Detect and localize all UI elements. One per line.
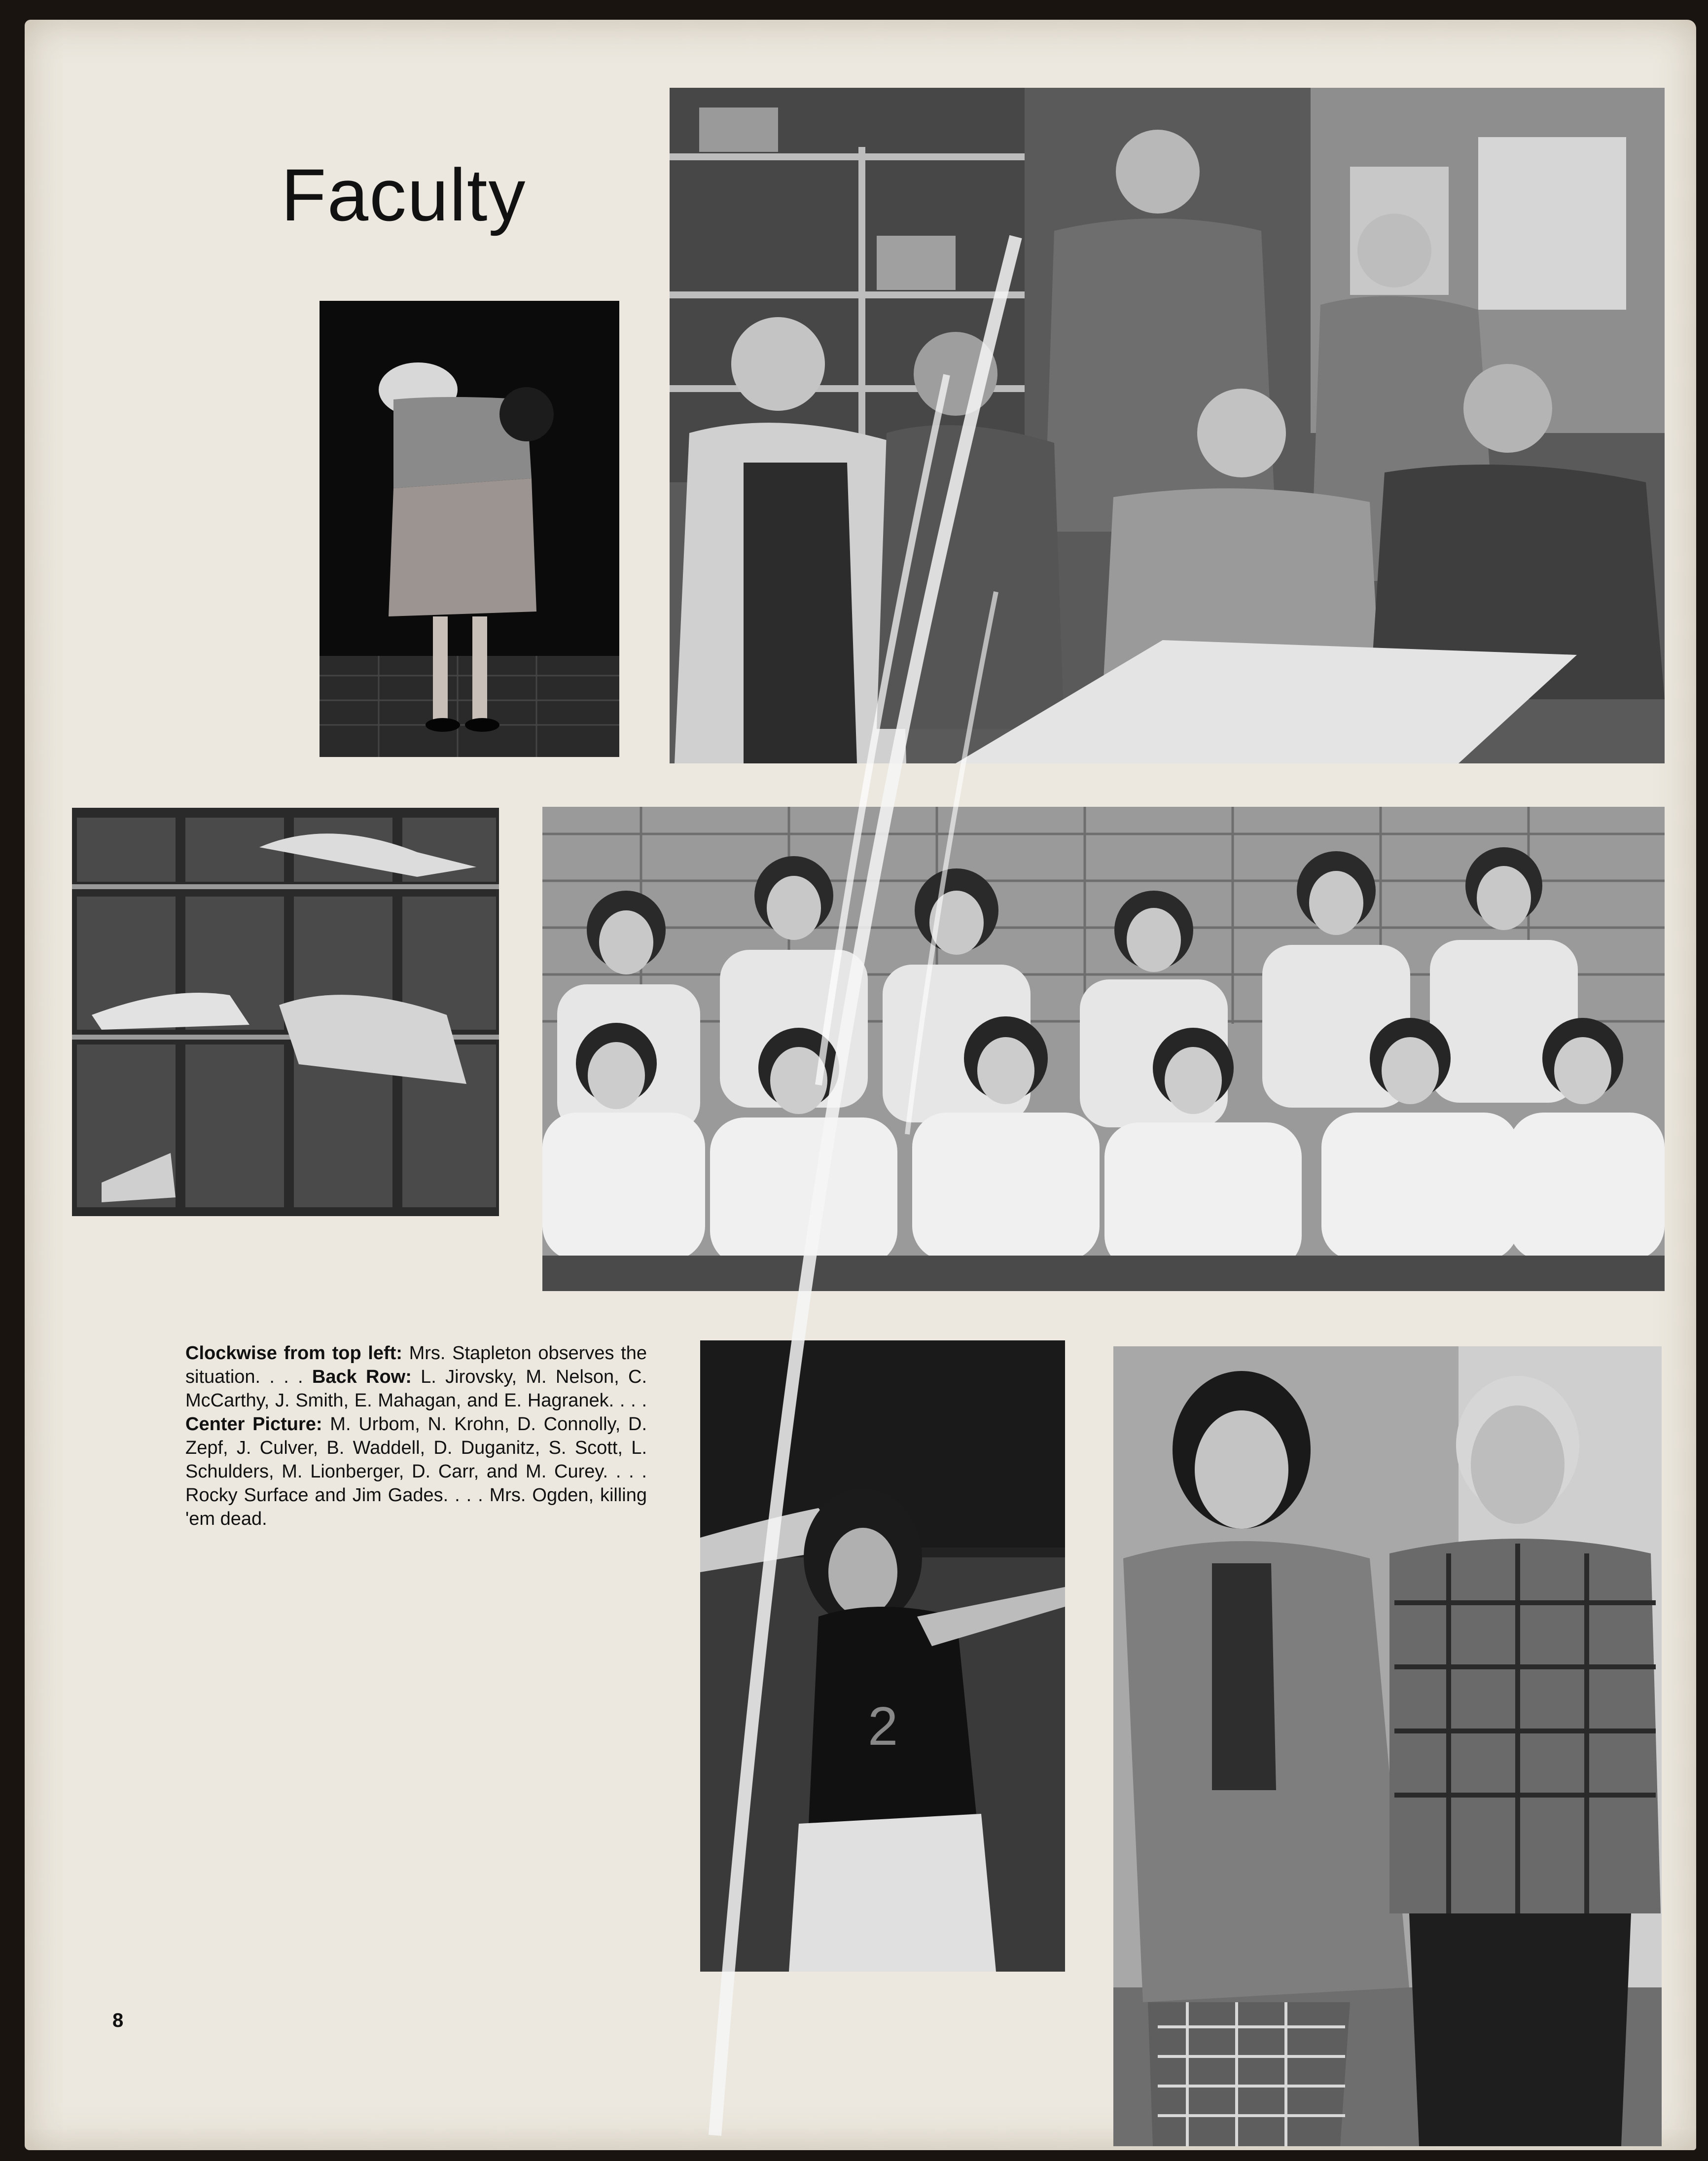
caption-text-center-picture: M. Urbom, N. Krohn, D. Connolly, D. Zepf, J. Culver, B. Waddell, D. Duganitz, S. Scott, L. Schulders, M. Lionberger, D. Carr, and M. Curey. . . . Rocky Surface and Jim Gades. . . . Mrs. Ogden, killing 'em dead. — [185, 1414, 647, 1529]
photo-two-young-men — [1113, 1346, 1662, 2146]
caption-label-back-row: Back Row: — [312, 1367, 412, 1387]
caption-text-back-row: L. Jirovsky, M. Nelson, C. McCarthy, J. Smith, E. Mahagan, and E. Hagranek. . . . — [185, 1367, 647, 1411]
page-number: 8 — [112, 2010, 124, 2031]
photo-center-group — [542, 807, 1665, 1291]
photo-back-row-group — [670, 88, 1665, 763]
caption-text-stapleton: Mrs. Stapleton observes the situation. . . . — [185, 1343, 647, 1387]
page-title: Faculty — [281, 153, 527, 236]
photo-woman-bending — [320, 301, 619, 757]
caption-label-clockwise: Clockwise from top left: — [185, 1343, 402, 1364]
photo-volleyball-player — [700, 1340, 1065, 1972]
caption-label-center-picture: Center Picture: — [185, 1414, 322, 1435]
svg-text:2: 2 — [868, 1696, 898, 1757]
photo-mailboxes — [72, 808, 499, 1216]
photo-caption — [185, 1341, 647, 1531]
